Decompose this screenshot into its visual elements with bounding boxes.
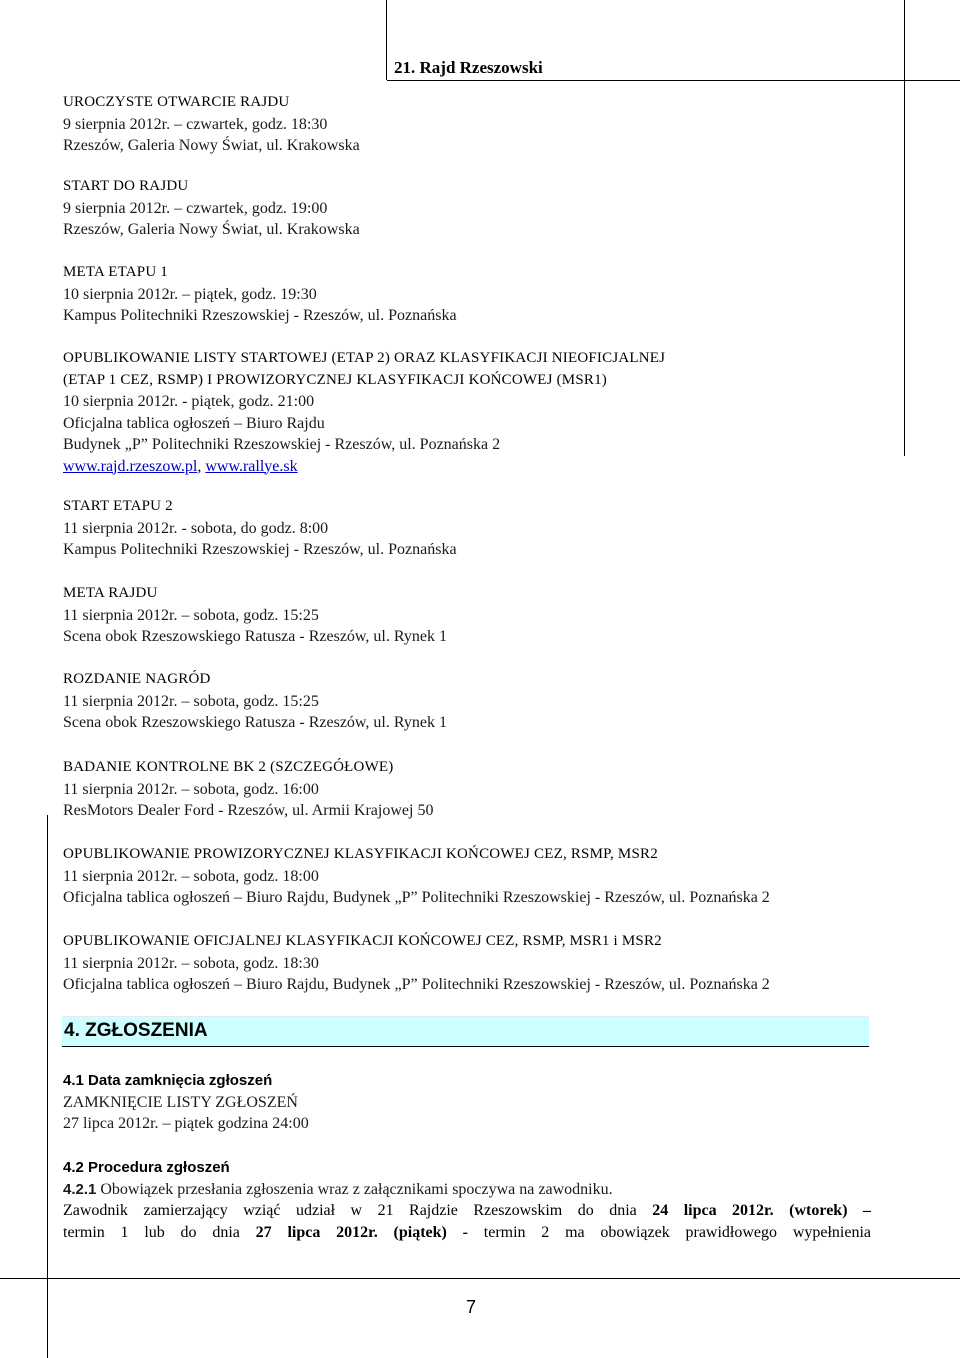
event-official-results: [63, 931, 770, 996]
event-stage1-finish: [63, 262, 457, 327]
event-location: Rzeszów, Galeria Nowy Świat, ul. Krakowska: [63, 221, 360, 238]
dash: -: [446, 1224, 484, 1241]
event-location: Scena obok Rzeszowskiego Ratusza - Rzeszów, ul. Rynek 1: [63, 628, 448, 645]
deadline-2: 27 lipca 2012r.: [255, 1224, 378, 1241]
closing-label: ZAMKNIĘCIE LISTY ZGŁOSZEŃ: [63, 1093, 298, 1111]
event-location: Rzeszów, Galeria Nowy Świat, ul. Krakowska: [63, 137, 360, 154]
event-location: Oficjalna tablica ogłoszeń – Biuro Rajdu, Budynek „P” Politechniki Rzeszowskiej - Rzeszów, ul. Poznańska 2: [63, 889, 770, 906]
text: termin 1 lub do dnia: [63, 1224, 256, 1241]
event-address: Budynek „P” Politechniki Rzeszowskiej - Rzeszów, ul. Poznańska 2: [63, 436, 501, 453]
link-rajd-rzeszow[interactable]: www.rajd.rzeszow.pl: [63, 457, 198, 475]
left-margin-line: [47, 815, 48, 1358]
event-location: Oficjalna tablica ogłoszeń – Biuro Rajdu, Budynek „P” Politechniki Rzeszowskiej - Rzeszów, ul. Poznańska 2: [63, 976, 770, 993]
event-stage2-start: [63, 496, 457, 561]
header-divider-vertical: [386, 0, 387, 80]
subsection-procedure: [63, 1157, 613, 1200]
paragraph-text: Obowiązek przesłania zgłoszenia wraz z załącznikami spoczywa na zawodniku.: [96, 1180, 613, 1198]
text: termin 2 ma obowiązek prawidłowego wypełnienia: [483, 1224, 872, 1241]
event-links: [63, 456, 665, 478]
weekday-2: (piątek): [393, 1224, 447, 1241]
weekday-1: (wtorek) –: [789, 1202, 871, 1219]
event-title-line1: OPUBLIKOWANIE LISTY STARTOWEJ (ETAP 2) ORAZ KLASYFIKACJI NIEOFICJALNEJ: [63, 350, 666, 366]
right-margin-line: [904, 0, 905, 456]
event-opening: [63, 92, 360, 157]
event-date: 9 sierpnia 2012r. – czwartek, godz. 18:30: [63, 115, 328, 133]
event-date: 11 sierpnia 2012r. – sobota, godz. 18:00: [63, 867, 319, 885]
event-date: 11 sierpnia 2012r. – sobota, godz. 18:30: [63, 954, 319, 972]
event-provisional-results: [63, 844, 770, 909]
event-location: Kampus Politechniki Rzeszowskiej - Rzeszów, ul. Poznańska: [63, 307, 457, 324]
header-title: 21. Rajd Rzeszowski: [394, 58, 543, 77]
text: [378, 1224, 394, 1241]
event-title: ROZDANIE NAGRÓD: [63, 671, 211, 687]
event-title: START DO RAJDU: [63, 178, 189, 194]
link-separator: ,: [197, 457, 206, 475]
header-rule: [387, 80, 960, 81]
procedure-paragraph-1: [63, 1179, 613, 1201]
event-title-line2: (ETAP 1 CEZ, RSMP) I PROWIZORYCZNEJ KLASYFIKACJI KOŃCOWEJ (MSR1): [63, 371, 607, 388]
link-rallye-sk[interactable]: www.rallye.sk: [205, 457, 298, 475]
event-awards: [63, 669, 447, 734]
deadline-1: 24 lipca 2012r.: [652, 1202, 774, 1219]
procedure-paragraph-2-line1: [63, 1200, 871, 1222]
closing-date: 27 lipca 2012r. – piątek godzina 24:00: [63, 1115, 309, 1132]
subsection-title: 4.1 Data zamknięcia zgłoszeń: [63, 1072, 273, 1089]
text: Zawodnik zamierzający wziąć udział w 21 Rajdzie Rzeszowskim do dnia: [63, 1202, 653, 1219]
text: [774, 1202, 789, 1219]
event-date: 11 sierpnia 2012r. - sobota, do godz. 8:00: [63, 519, 329, 537]
subsection-closing-date: [63, 1070, 309, 1135]
event-inspection: [63, 757, 433, 822]
event-title: OPUBLIKOWANIE OFICJALNEJ KLASYFIKACJI KOŃCOWEJ CEZ, RSMP, MSR1 i MSR2: [63, 933, 662, 949]
event-date: 11 sierpnia 2012r. – sobota, godz. 16:00: [63, 780, 319, 798]
event-title: META ETAPU 1: [63, 264, 168, 280]
paragraph-number: 4.2.1: [63, 1180, 97, 1198]
event-date: 11 sierpnia 2012r. – sobota, godz. 15:25: [63, 692, 319, 710]
event-date: 9 sierpnia 2012r. – czwartek, godz. 19:00: [63, 199, 328, 217]
section-heading: 4. ZGŁOSZENIA: [64, 1020, 208, 1041]
section-heading-bar: [62, 1016, 869, 1047]
event-title: START ETAPU 2: [63, 498, 173, 514]
event-date: 10 sierpnia 2012r. – piątek, godz. 19:30: [63, 285, 317, 303]
event-location: Kampus Politechniki Rzeszowskiej - Rzeszów, ul. Poznańska: [63, 541, 457, 558]
event-location: Scena obok Rzeszowskiego Ratusza - Rzeszów, ul. Rynek 1: [63, 714, 448, 731]
event-location: ResMotors Dealer Ford - Rzeszów, ul. Armii Krajowej 50: [63, 802, 434, 819]
event-start-list: [63, 348, 665, 477]
procedure-paragraph-2-line2: [63, 1222, 871, 1244]
event-rally-finish: [63, 583, 447, 648]
event-date: 11 sierpnia 2012r. – sobota, godz. 15:25: [63, 606, 319, 624]
event-title: UROCZYSTE OTWARCIE RAJDU: [63, 94, 290, 110]
event-title: OPUBLIKOWANIE PROWIZORYCZNEJ KLASYFIKACJI KOŃCOWEJ CEZ, RSMP, MSR2: [63, 846, 658, 862]
event-date: 10 sierpnia 2012r. - piątek, godz. 21:00: [63, 393, 315, 410]
event-title: BADANIE KONTROLNE BK 2 (SZCZEGÓŁOWE): [63, 759, 394, 775]
footer-rule: [0, 1278, 960, 1279]
subsection-title: 4.2 Procedura zgłoszeń: [63, 1159, 230, 1176]
page-number: 7: [466, 1297, 477, 1317]
event-title: META RAJDU: [63, 585, 158, 601]
event-start: [63, 176, 360, 241]
event-location: Oficjalna tablica ogłoszeń – Biuro Rajdu: [63, 414, 325, 432]
